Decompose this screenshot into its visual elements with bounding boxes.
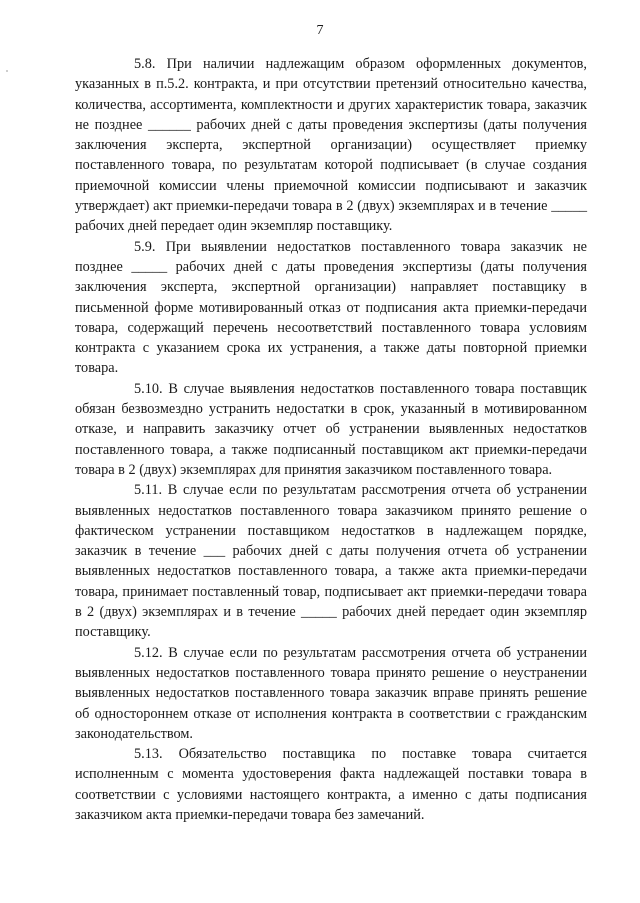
clause-text: В случае если по результатам рассмотрения отчета об устранении выявленных недостатков поставленного товара принято решение о неустранении выявленных недостатков поставленного товара заказчик вправе принять решение об одностороннем отказе от исполнения контракта в соответствии с гражданским законодательством. xyxy=(75,644,587,742)
clause-number: 5.10. xyxy=(134,380,163,397)
page-number: 7 xyxy=(316,23,324,38)
clause-number: 5.8. xyxy=(134,56,156,72)
scan-speck xyxy=(6,70,8,72)
clause-text: Обязательство поставщика по поставке товара считается исполненным с момента удостоверения факта надлежащей поставки товара в соответствии с условиями настоящего контракта, а именно с даты подписания заказчиком акта приемки-передачи товара без замечаний. xyxy=(75,746,588,823)
contract-section-body xyxy=(75,54,587,825)
clause-text: В случае выявления недостатков поставленного товара поставщик обязан безвозмездно устранить недостатки в срок, указанный в мотивированном отказе, и направить заказчику отчет об устранении выявленных недостатков поставленного товара, а также подписанный поставщиком акт приемки-передачи товара в 2 (двух) экземплярах для принятия заказчиком поставленного товара. xyxy=(75,380,588,478)
clause-number: 5.12. xyxy=(134,644,163,661)
clause-number: 5.11. xyxy=(134,482,163,499)
clause-number: 5.9. xyxy=(134,238,156,255)
clause-5-11 xyxy=(75,480,587,642)
clause-text: При наличии надлежащим образом оформленных документов, указанных в п.5.2. контракта, и при отсутствии претензий относительно качества, количества, ассортимента, комплектности и других характеристик товара, заказчик не позднее ______ рабочих дней с даты проведения экспертизы (даты получения заключения эксперта, экспертной организации) осуществляет приемку поставленного товара, по результатам которой подписывает (в случае создания приемочной комиссии члены приемочной комиссии подписывают и заказчик утверждает) акт приемки-передачи товара в 2 (двух) экземплярах и в течение _____ рабочих дней передает один экземпляр поставщику. xyxy=(75,56,588,235)
clause-number: 5.13. xyxy=(134,746,163,763)
clause-5-10 xyxy=(75,379,587,480)
clause-5-12 xyxy=(75,643,587,744)
clause-text: В случае если по результатам рассмотрения отчета об устранении выявленных недостатков поставленного товара заказчиком принято решение о фактическом устранении поставщиком недостатков в надлежащем порядке, заказчик в течение ___ рабочих дней с даты получения отчета об устранении выявленных недостатков поставленного товара, а также акта приемки-передачи товара, принимает поставленный товар, подписывает акт приемки-передачи товара в 2 (двух) экземплярах и в течение _____ рабочих дней передает один экземпляр поставщику. xyxy=(75,482,587,641)
clause-5-8 xyxy=(75,54,587,237)
clause-text: При выявлении недостатков поставленного товара заказчик не позднее _____ рабочих дней с даты проведения экспертизы (даты получения заключения эксперта, экспертной организации) направляет поставщику в письменной форме мотивированный отказ от подписания акта приемки-передачи товара, содержащий перечень несоответствий поставленного товара условиям контракта с указанием срока их устранения, а также даты повторной приемки товара. xyxy=(75,238,588,377)
clause-5-13 xyxy=(75,744,587,825)
clause-5-9 xyxy=(75,237,587,379)
